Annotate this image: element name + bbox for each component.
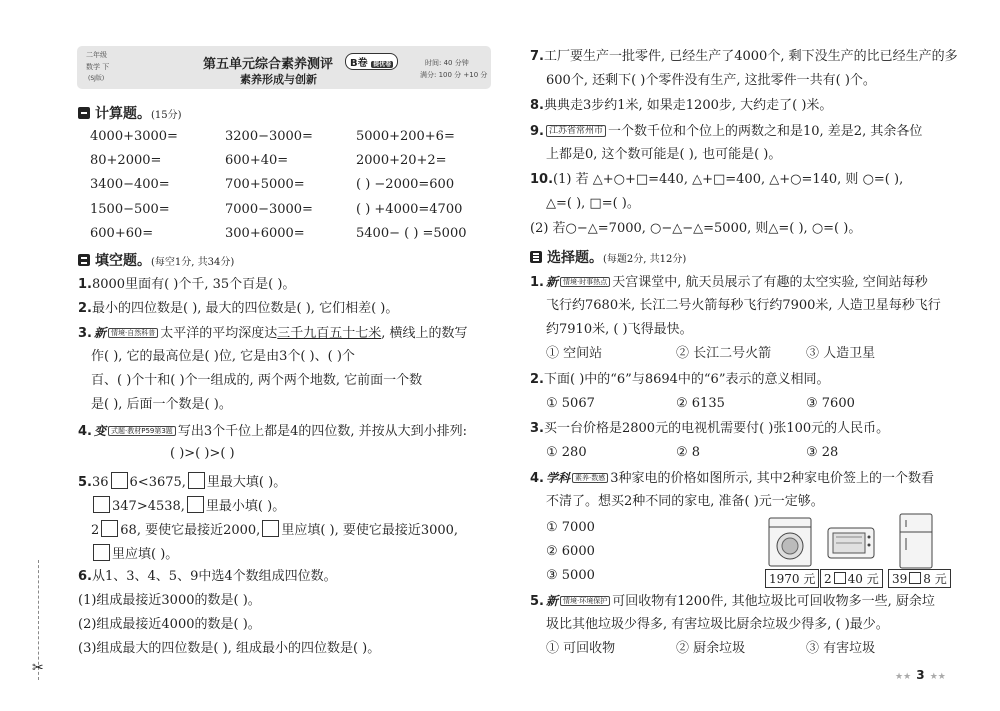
fill-q5: 5.36 6<3675, 里最大填( )。 — [78, 472, 286, 491]
choice-q1-option-2[interactable]: ② 长江二号火箭 — [676, 346, 772, 361]
oven-icon — [826, 525, 876, 561]
calc-item: 4000+3000= — [90, 129, 178, 144]
choice-q3-option-3[interactable]: ③ 28 — [806, 445, 839, 460]
blank-box[interactable] — [101, 520, 118, 537]
calc-item: 1500−500= — [90, 202, 170, 217]
section-calc-heading: 计算题。(15分) — [78, 103, 182, 123]
fill-q6-part3: (3)组成最大的四位数是( ), 组成最小的四位数是( )。 — [78, 641, 381, 656]
fill-q9: 9. 江苏省常州市 一个数千位和个位上的两数之和是10, 差是2, 其余各位 — [530, 124, 923, 139]
scissors-icon: ✂ — [32, 660, 44, 676]
blank-box[interactable] — [188, 472, 205, 489]
section-fill-heading: 填空题。(每空1分, 共34分) — [78, 250, 234, 270]
choice-q5-line2: 圾比其他垃圾少得多, 有害垃圾比厨余垃圾少得多, ( )最少。 — [546, 617, 889, 632]
section-choice-heading: 选择题。(每题2分, 共12分) — [530, 247, 686, 267]
choice-q5: 5. 新 情境·环境保护 可回收物有1200件, 其他垃圾比可回收物多一些, 厨余垃 — [530, 594, 935, 609]
fill-q10-line2: △=( ), □=( )。 — [546, 196, 640, 211]
fill-q3-line2: 作( ), 它的最高位是( )位, 它是由3个( )、( )个 — [91, 349, 355, 364]
choice-q5-option-2[interactable]: ② 厨余垃圾 — [676, 641, 746, 656]
choice-q4-option-3[interactable]: ③ 5000 — [546, 568, 595, 583]
page-number-area — [895, 664, 946, 683]
fill-q7: 7.工厂要生产一批零件, 已经生产了4000个, 剩下没生产的比已经生产的多 — [530, 49, 958, 64]
paper-badge — [345, 53, 398, 70]
fill-q1: 1.8000里面有( )个千, 35个百是( )。 — [78, 277, 296, 292]
time-limit: 时间: 40 分钟 — [425, 59, 469, 67]
calc-item: 80+2000= — [90, 153, 162, 168]
fill-q3-line3: 百、( )个十和( )个一组成的, 两个两个地数, 它前面一个数 — [91, 373, 423, 388]
star-icon: ★★ — [929, 672, 946, 682]
fill-q3-line4: 是( ), 后面一个数是( )。 — [91, 397, 232, 412]
calc-item: ( ) −2000=600 — [356, 177, 455, 192]
star-icon: ★★ — [895, 672, 912, 682]
section-one-icon — [78, 107, 90, 119]
calc-item: 3200−3000= — [225, 129, 313, 144]
calc-item: 2000+20+2= — [356, 153, 447, 168]
choice-q1-line3: 约7910米, ( )飞得最快。 — [546, 322, 693, 337]
choice-q4: 4. 学科 素养·数感 3种家电的价格如图所示, 其中2种家电价签上的一个数看 — [530, 471, 935, 486]
fill-q2: 2.最小的四位数是( ), 最大的四位数是( ), 它们相差( )。 — [78, 301, 399, 316]
choice-q1-option-3[interactable]: ③ 人造卫星 — [806, 346, 876, 361]
calc-item: 600+60= — [90, 226, 154, 241]
refrigerator-icon — [897, 512, 935, 570]
fill-q6-part2: (2)组成最接近4000的数是( )。 — [78, 617, 261, 632]
calc-item: 700+5000= — [225, 177, 305, 192]
calc-item: 5400− ( ) =5000 — [356, 226, 467, 241]
fill-q5-line4: 里应填( )。 — [91, 544, 178, 563]
fill-q6: 6.从1、3、4、5、9中选4个数组成四位数。 — [78, 569, 337, 584]
section-two-icon — [78, 254, 90, 266]
fill-q10-line3: (2) 若○−△=7000, ○−△−△=5000, 则△=( ), ○=( )。 — [530, 221, 862, 236]
fill-q5-line3: 2 68, 要使它最接近2000, 里应填( ), 要使它最接近3000, — [91, 520, 458, 539]
fill-q10: 10.(1) 若 △+○+□=440, △+□=400, △+○=140, 则 ○=( ), — [530, 172, 904, 187]
choice-q2-option-1[interactable]: ① 5067 — [546, 396, 595, 411]
fill-q7-line2: 600个, 还剩下( )个零件没有生产, 这批零件一共有( )个。 — [546, 73, 876, 88]
fill-q4: 4. 变 式题·教材P59第3题 写出3个千位上都是4的四位数, 并按从大到小排列: — [78, 424, 467, 439]
choice-q1: 1. 新 情境·时事热点 天宫课堂中, 航天员展示了有趣的太空实验, 空间站每秒 — [530, 275, 928, 290]
price-tag-oven: 2 40 元 — [820, 569, 883, 588]
calc-item: ( ) +4000=4700 — [356, 202, 463, 217]
choice-q2: 2.下面( )中的“6”与8694中的“6”表示的意义相同。 — [530, 372, 830, 387]
choice-q2-option-2[interactable]: ② 6135 — [676, 396, 725, 411]
choice-q4-line2: 不清了。想买2种不同的家电, 准备( )元一定够。 — [546, 494, 824, 509]
choice-q1-line2: 飞行约7680米, 长江二号火箭每秒飞行约7900米, 人造卫星每秒飞行 — [546, 298, 941, 313]
choice-q5-option-1[interactable]: ① 可回收物 — [546, 641, 616, 656]
blank-box[interactable] — [262, 520, 279, 537]
choice-q2-option-3[interactable]: ③ 7600 — [806, 396, 855, 411]
hidden-digit-box — [834, 572, 846, 584]
page-title: 第五单元综合素养测评 — [203, 57, 334, 72]
calc-item: 7000−3000= — [225, 202, 313, 217]
badge-label: B卷 — [350, 58, 368, 69]
section-three-icon — [530, 251, 542, 263]
grade-label: 二年级 — [86, 51, 107, 59]
price-tag-fridge: 39 8 元 — [888, 569, 951, 588]
calc-item: 3400−400= — [90, 177, 170, 192]
full-score: 满分: 100 分 +10 分 — [420, 71, 488, 79]
hidden-digit-box — [909, 572, 921, 584]
fill-q5-line2: 347>4538, 里最小填( )。 — [91, 496, 285, 515]
calc-item: 5000+200+6= — [356, 129, 455, 144]
choice-q4-option-2[interactable]: ② 6000 — [546, 544, 595, 559]
blank-box[interactable] — [93, 496, 110, 513]
edition-label: (SJ版) — [88, 75, 105, 82]
blank-box[interactable] — [187, 496, 204, 513]
choice-q5-option-3[interactable]: ③ 有害垃圾 — [806, 641, 876, 656]
price-tag-washer: 1970 元 — [765, 569, 819, 588]
calc-item: 300+6000= — [225, 226, 305, 241]
fill-q8: 8.典典走3步约1米, 如果走1200步, 大约走了( )米。 — [530, 98, 833, 113]
badge-note: 提优卷 — [373, 61, 392, 68]
calc-item: 600+40= — [225, 153, 289, 168]
choice-q3: 3.买一台价格是2800元的电视机需要付( )张100元的人民币。 — [530, 421, 890, 436]
choice-q1-option-1[interactable]: ① 空间站 — [546, 346, 603, 361]
choice-q3-option-1[interactable]: ① 280 — [546, 445, 587, 460]
choice-q4-option-1[interactable]: ① 7000 — [546, 520, 595, 535]
washing-machine-icon — [767, 516, 813, 568]
choice-q3-option-2[interactable]: ② 8 — [676, 445, 701, 460]
fill-q3: 3. 新 情境·自然科普 太平洋的平均深度达三千九百五十七米, 横线上的数写 — [78, 326, 468, 341]
blank-box[interactable] — [111, 472, 128, 489]
fill-q4-answer-line: ( )>( )>( ) — [170, 446, 235, 461]
fill-q9-line2: 上都是0, 这个数可能是( ), 也可能是( )。 — [546, 147, 782, 162]
blank-box[interactable] — [93, 544, 110, 561]
subject-label: 数学 下 — [86, 63, 110, 71]
fill-q6-part1: (1)组成最接近3000的数是( )。 — [78, 593, 261, 608]
page-number: 3 — [916, 668, 925, 682]
page-subtitle: 素养形成与创新 — [240, 73, 317, 86]
